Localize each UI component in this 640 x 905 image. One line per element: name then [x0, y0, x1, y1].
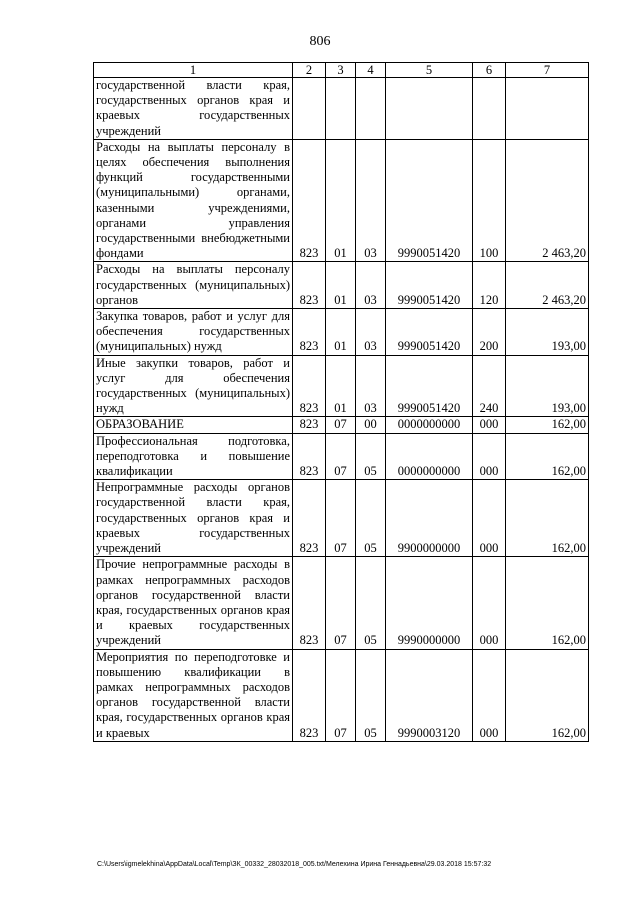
header-cell: 7: [506, 63, 589, 78]
amount-cell: 2 463,20: [506, 262, 589, 309]
admin-code-cell: 823: [293, 417, 326, 433]
amount-cell: 193,00: [506, 355, 589, 417]
table-row: [94, 649, 589, 741]
section-code-cell: 07: [326, 480, 356, 557]
admin-code-cell: 823: [293, 557, 326, 649]
subsection-code-cell: 03: [356, 309, 386, 356]
expense-type-cell: 000: [473, 649, 506, 741]
expense-type-cell: 000: [473, 480, 506, 557]
section-code-cell: [326, 78, 356, 140]
admin-code-cell: 823: [293, 355, 326, 417]
table-row: [94, 309, 589, 356]
amount-cell: 2 463,20: [506, 139, 589, 262]
admin-code-cell: 823: [293, 139, 326, 262]
expense-type-cell: 100: [473, 139, 506, 262]
target-article-cell: 9990000000: [386, 557, 473, 649]
subsection-code-cell: 05: [356, 480, 386, 557]
page-number: 806: [309, 34, 331, 49]
expense-type-cell: [473, 78, 506, 140]
section-code-cell: 07: [326, 557, 356, 649]
subsection-code-cell: [356, 78, 386, 140]
expense-type-cell: 000: [473, 433, 506, 480]
section-code-cell: 01: [326, 309, 356, 356]
table-row: [94, 78, 589, 140]
expense-name-cell: государственной власти края, государственных органов края и краевых государственных учреждений: [94, 78, 293, 140]
target-article-cell: 9900000000: [386, 480, 473, 557]
table-row: [94, 262, 589, 309]
subsection-code-cell: 05: [356, 433, 386, 480]
subsection-code-cell: 03: [356, 355, 386, 417]
table-row: [94, 139, 589, 262]
header-cell: 6: [473, 63, 506, 78]
amount-cell: 162,00: [506, 649, 589, 741]
admin-code-cell: 823: [293, 649, 326, 741]
expense-name-cell: Непрограммные расходы органов государственной власти края, государственных органов края и краевых государственных учреждений: [94, 480, 293, 557]
table-header-row: [94, 63, 589, 78]
subsection-code-cell: 05: [356, 649, 386, 741]
admin-code-cell: 823: [293, 480, 326, 557]
table-row: [94, 417, 589, 433]
section-code-cell: 01: [326, 355, 356, 417]
expense-type-cell: 120: [473, 262, 506, 309]
target-article-cell: 9990051420: [386, 309, 473, 356]
subsection-code-cell: 03: [356, 139, 386, 262]
section-code-cell: 01: [326, 139, 356, 262]
section-code-cell: 01: [326, 262, 356, 309]
subsection-code-cell: 05: [356, 557, 386, 649]
expense-type-cell: 240: [473, 355, 506, 417]
section-code-cell: 07: [326, 649, 356, 741]
expense-name-cell: Иные закупки товаров, работ и услуг для обеспечения государственных (муниципальных) нужд: [94, 355, 293, 417]
target-article-cell: 9990003120: [386, 649, 473, 741]
expense-name-cell: Прочие непрограммные расходы в рамках непрограммных расходов органов государственной власти края, государственных органов края и краевых государственных учреждений: [94, 557, 293, 649]
admin-code-cell: 823: [293, 262, 326, 309]
amount-cell: 162,00: [506, 557, 589, 649]
section-code-cell: 07: [326, 433, 356, 480]
section-code-cell: 07: [326, 417, 356, 433]
expense-type-cell: 000: [473, 557, 506, 649]
expense-type-cell: 200: [473, 309, 506, 356]
amount-cell: 162,00: [506, 417, 589, 433]
header-cell: 2: [293, 63, 326, 78]
target-article-cell: [386, 78, 473, 140]
table-row: [94, 355, 589, 417]
amount-cell: 162,00: [506, 480, 589, 557]
target-article-cell: 9990051420: [386, 355, 473, 417]
target-article-cell: 9990051420: [386, 262, 473, 309]
admin-code-cell: 823: [293, 309, 326, 356]
expense-name-cell: Закупка товаров, работ и услуг для обеспечения государственных (муниципальных) нужд: [94, 309, 293, 356]
admin-code-cell: 823: [293, 433, 326, 480]
expense-name-cell: Расходы на выплаты персоналу в целях обеспечения выполнения функций государственными (муниципальными) органами, казенными учреждениями, органами управления государственными внебюджетными фондами: [94, 139, 293, 262]
expense-type-cell: 000: [473, 417, 506, 433]
subsection-code-cell: 03: [356, 262, 386, 309]
table-row: [94, 433, 589, 480]
expense-name-cell: Профессиональная подготовка, переподготовка и повышение квалификации: [94, 433, 293, 480]
header-cell: 5: [386, 63, 473, 78]
table-row: [94, 557, 589, 649]
header-cell: 3: [326, 63, 356, 78]
file-path-footer: C:\Users\igmelekhina\AppData\Local\Temp\ЗК_00332_28032018_005.txt/Мелехина Ирина Геннадьевна\29.03.2018 15:57:32: [97, 861, 492, 868]
expense-name-cell: Расходы на выплаты персоналу государственных (муниципальных) органов: [94, 262, 293, 309]
amount-cell: [506, 78, 589, 140]
budget-table: [93, 62, 589, 742]
header-cell: 1: [94, 63, 293, 78]
target-article-cell: 0000000000: [386, 433, 473, 480]
amount-cell: 193,00: [506, 309, 589, 356]
target-article-cell: 0000000000: [386, 417, 473, 433]
amount-cell: 162,00: [506, 433, 589, 480]
admin-code-cell: [293, 78, 326, 140]
expense-name-cell: Мероприятия по переподготовке и повышению квалификации в рамках непрограммных расходов органов государственной власти края, государственных органов края и краевых: [94, 649, 293, 741]
expense-name-cell: ОБРАЗОВАНИЕ: [94, 417, 293, 433]
target-article-cell: 9990051420: [386, 139, 473, 262]
table-row: [94, 480, 589, 557]
subsection-code-cell: 00: [356, 417, 386, 433]
header-cell: 4: [356, 63, 386, 78]
